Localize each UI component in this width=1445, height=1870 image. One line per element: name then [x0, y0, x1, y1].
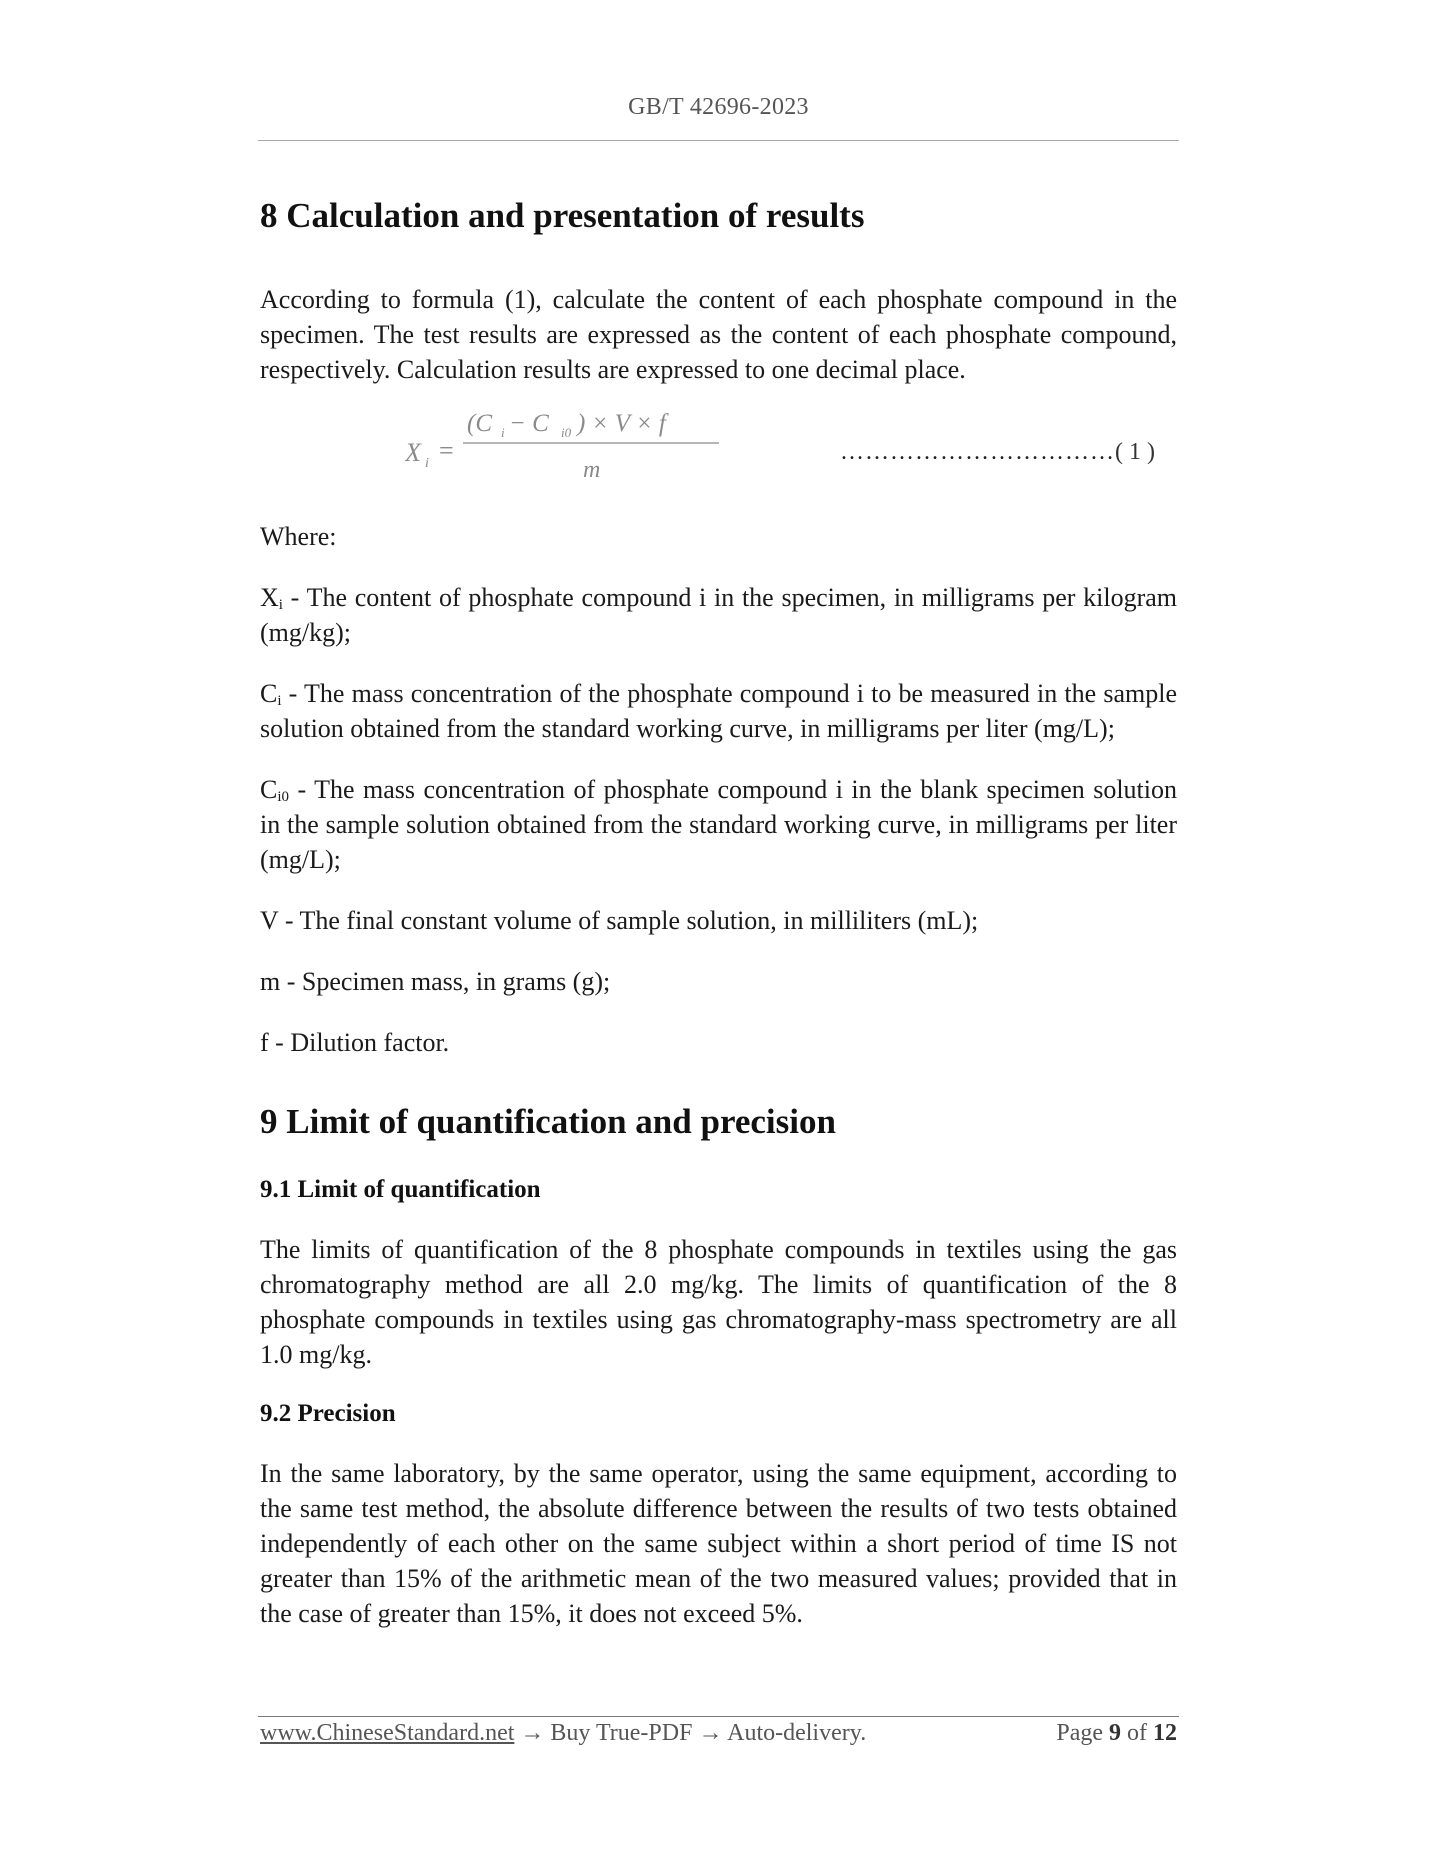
- section-8-intro: According to formula (1), calculate the content of each phosphate compound in the specimen. The test results are expressed as the content of each phosphate compound, respectively. Calculation results are expressed to one decimal place.: [260, 285, 1177, 384]
- page-label: Page: [1056, 1720, 1109, 1746]
- page-body: [260, 190, 1177, 1631]
- section-8-heading: 8 Calculation and presentation of results: [260, 196, 865, 235]
- definition-xi: [260, 580, 1177, 650]
- def-text: - The mass concentration of phosphate compound i in the blank specimen solution in the sample solution obtained from the standard working curve, in milligrams per liter (mg/L);: [260, 775, 1177, 874]
- section-9-heading: 9 Limit of quantification and precision: [260, 1102, 836, 1141]
- section-9-1-heading: 9.1 Limit of quantification: [260, 1176, 541, 1203]
- def-text: - Dilution factor.: [268, 1028, 450, 1057]
- def-text: - The final constant volume of sample solution, in milliliters (mL);: [278, 906, 979, 935]
- def-symbol: V: [260, 906, 279, 935]
- page-footer: [260, 1720, 1177, 1747]
- header-divider: [258, 140, 1179, 141]
- def-symbol-sub: i: [278, 597, 283, 613]
- formula-num-sub1: i: [501, 425, 505, 440]
- formula-equals: =: [439, 436, 454, 465]
- section-9-2-text: In the same laboratory, by the same operator, using the same equipment, according to the same test method, the absolute difference between the results of two tests obtained independently of each other on the same subject within a short period of time IS not greater than 15% of the arithmetic mean of the two measured values; provided that in the case of greater than 15%, it does not exceed 5%.: [260, 1459, 1177, 1628]
- formula-number-label: ( 1 ): [1115, 439, 1155, 465]
- footer-page-info: [1056, 1720, 1177, 1747]
- definition-ci0: [260, 772, 1177, 877]
- formula-lhs-sub: i: [425, 456, 429, 471]
- footer-buy-text: → Buy True-PDF → Auto-delivery.: [514, 1720, 867, 1746]
- page-header: [258, 94, 1179, 121]
- of-label: of: [1121, 1720, 1153, 1746]
- formula-num-part1: (C: [467, 410, 492, 437]
- formula-number: [840, 439, 1155, 466]
- definition-m: [260, 964, 1177, 999]
- formula-leader-dots: ……………………………: [840, 439, 1115, 465]
- formula-num-sub2: i0: [561, 425, 572, 440]
- formula-expression: [405, 409, 735, 499]
- def-symbol-sub: i: [277, 693, 282, 709]
- total-pages: 12: [1153, 1720, 1177, 1746]
- def-symbol: X: [260, 583, 279, 612]
- document-id: GB/T 42696-2023: [628, 94, 809, 120]
- def-symbol: f: [260, 1028, 269, 1057]
- definition-f: [260, 1025, 1177, 1060]
- formula-denominator: m: [583, 457, 601, 483]
- section-9-2-heading: 9.2 Precision: [260, 1400, 396, 1427]
- formula-num-part3: ) × V × f: [577, 410, 666, 437]
- section-9-1-text: The limits of quantification of the 8 phosphate compounds in textiles using the gas chromatography method are all 2.0 mg/kg. The limits of quantification of the 8 phosphate compounds in textiles using gas chromatography-mass spectrometry are all 1.0 mg/kg.: [260, 1235, 1177, 1369]
- def-text: - The mass concentration of the phosphate compound i to be measured in the sample solution obtained from the standard working curve, in milligrams per liter (mg/L);: [260, 679, 1177, 743]
- footer-divider: [258, 1716, 1179, 1717]
- def-symbol: C: [260, 775, 278, 804]
- def-text: - Specimen mass, in grams (g);: [280, 967, 611, 996]
- def-text: - The content of phosphate compound i in the specimen, in milligrams per kilogram (mg/kg);: [260, 583, 1177, 647]
- footer-website-link[interactable]: www.ChineseStandard.net: [260, 1720, 515, 1746]
- footer-left: [260, 1720, 866, 1747]
- definition-v: [260, 903, 1177, 938]
- formula-lhs: X: [405, 438, 421, 467]
- def-symbol: C: [260, 679, 278, 708]
- formula-num-part2: − C: [509, 410, 549, 437]
- page-number: 9: [1109, 1720, 1121, 1746]
- def-symbol: m: [260, 967, 281, 996]
- def-symbol-sub: i0: [277, 789, 290, 805]
- formula-1: [260, 409, 1177, 499]
- definition-ci: [260, 676, 1177, 746]
- where-label: Where:: [260, 522, 337, 551]
